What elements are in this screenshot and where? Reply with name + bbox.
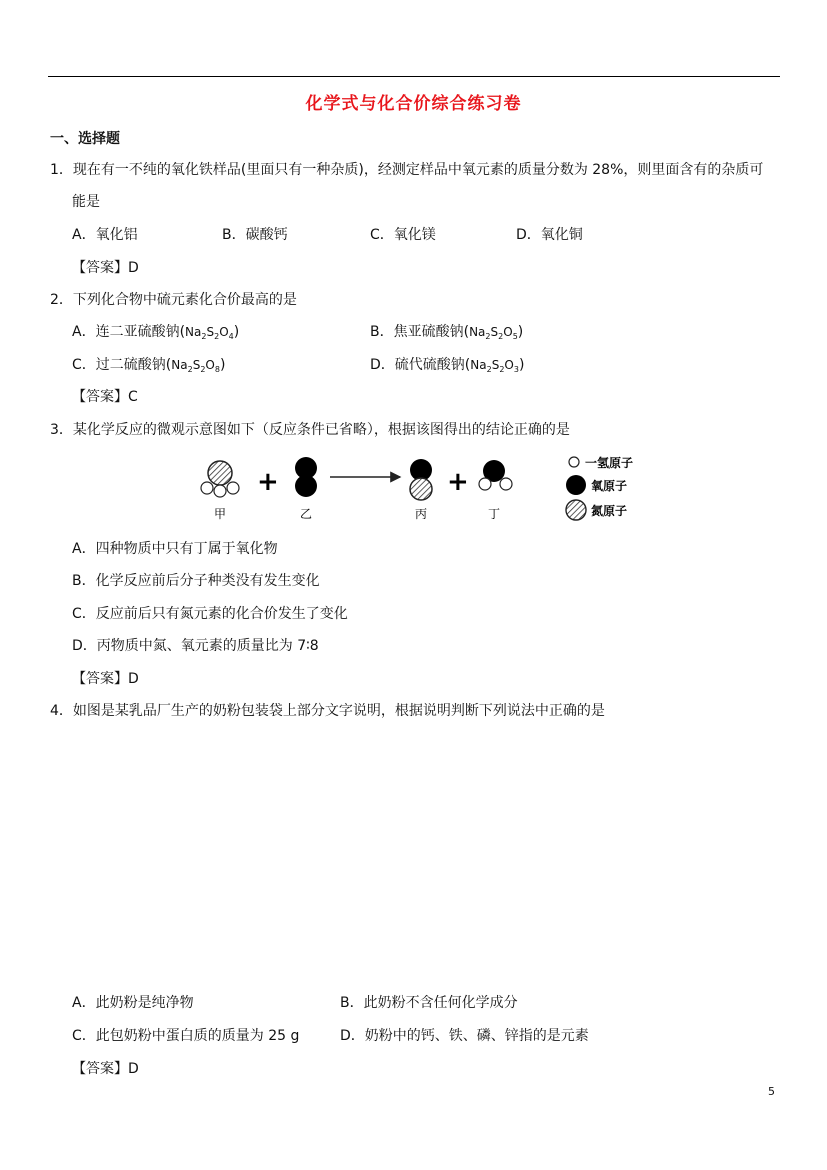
q2-answer: 【答案】C: [72, 389, 138, 405]
plus-sign: +: [447, 467, 469, 497]
q3-option-d: D．丙物质中氮、氧元素的质量比为 7∶8: [72, 638, 319, 654]
legend-hydrogen-icon: [569, 457, 579, 467]
hydrogen-atom: [479, 478, 491, 490]
q2-option-d: D．硫代硫酸钠$(Na_2S_2O_3)$: [370, 357, 525, 374]
q1-option-a: A．氧化铝: [72, 227, 138, 243]
header-rule: [48, 76, 780, 77]
q2-option-b: B．焦亚硫酸钠$(Na_2S_2O_5)$: [370, 324, 524, 341]
q1-stem: 1．现在有一不纯的氧化铁样品(里面只有一种杂质)，经测定样品中氧元素的质量分数为 28%，则里面含有的杂质可: [50, 162, 764, 178]
nitrogen-atom: [208, 461, 232, 485]
legend-nitrogen-label: 氮原子: [591, 504, 628, 518]
molecule-bing: [410, 459, 432, 500]
plus-sign: +: [257, 467, 279, 497]
label-bing: 丙: [415, 507, 428, 521]
page-number: 5: [768, 1085, 775, 1098]
legend-oxygen-label: 氧原子: [591, 479, 628, 493]
q1-option-d: D．氧化铜: [516, 227, 583, 243]
q3-option-c: C．反应前后只有氮元素的化合价发生了变化: [72, 606, 348, 622]
label-ding: 丁: [488, 507, 501, 521]
q4-figure-placeholder: [72, 730, 752, 985]
hydrogen-atom: [201, 482, 213, 494]
q2-option-c: C．过二硫酸钠$(Na_2S_2O_8)$: [72, 357, 226, 374]
q3-stem: 3．某化学反应的微观示意图如下（反应条件已省略），根据该图得出的结论正确的是: [50, 422, 570, 438]
diagram-legend: [566, 455, 633, 520]
q1-option-b: B．碳酸钙: [222, 227, 288, 243]
molecule-jia: [201, 461, 239, 497]
molecule-ding: [479, 460, 512, 490]
q4-stem: 4．如图是某乳品厂生产的奶粉包装袋上部分文字说明，根据说明判断下列说法中正确的是: [50, 703, 605, 719]
reaction-diagram: [195, 450, 665, 530]
legend-oxygen-icon: [566, 475, 586, 495]
q2-option-a: A．连二亚硫酸钠$(Na_2S_2O_4)$: [72, 324, 240, 341]
nitrogen-atom: [410, 478, 432, 500]
q4-option-d: D．奶粉中的钙、铁、磷、锌指的是元素: [340, 1028, 589, 1044]
q2-stem: 2．下列化合物中硫元素化合价最高的是: [50, 292, 297, 308]
hydrogen-atom: [214, 485, 226, 497]
legend-nitrogen-icon: [566, 500, 586, 520]
oxygen-atom: [295, 475, 317, 497]
legend-hydrogen-label: 一氢原子: [585, 456, 634, 470]
q1-stem-cont: 能是: [72, 194, 100, 210]
q1-answer: 【答案】D: [72, 260, 139, 276]
q3-option-a: A．四种物质中只有丁属于氧化物: [72, 541, 278, 557]
q3-option-b: B．化学反应前后分子种类没有发生变化: [72, 573, 320, 589]
hydrogen-atom: [227, 482, 239, 494]
label-jia: 甲: [214, 507, 227, 521]
q4-option-c: C．此包奶粉中蛋白质的质量为 25 g: [72, 1028, 300, 1044]
q4-option-a: A．此奶粉是纯净物: [72, 995, 194, 1011]
label-yi: 乙: [300, 507, 313, 521]
q4-option-b: B．此奶粉不含任何化学成分: [340, 995, 518, 1011]
hydrogen-atom: [500, 478, 512, 490]
q3-answer: 【答案】D: [72, 671, 139, 687]
q1-option-c: C．氧化镁: [370, 227, 436, 243]
molecule-yi: [295, 457, 317, 497]
section-heading: 一、选择题: [50, 131, 120, 147]
page-title: 化学式与化合价综合练习卷: [305, 94, 522, 114]
q4-answer: 【答案】D: [72, 1061, 139, 1077]
